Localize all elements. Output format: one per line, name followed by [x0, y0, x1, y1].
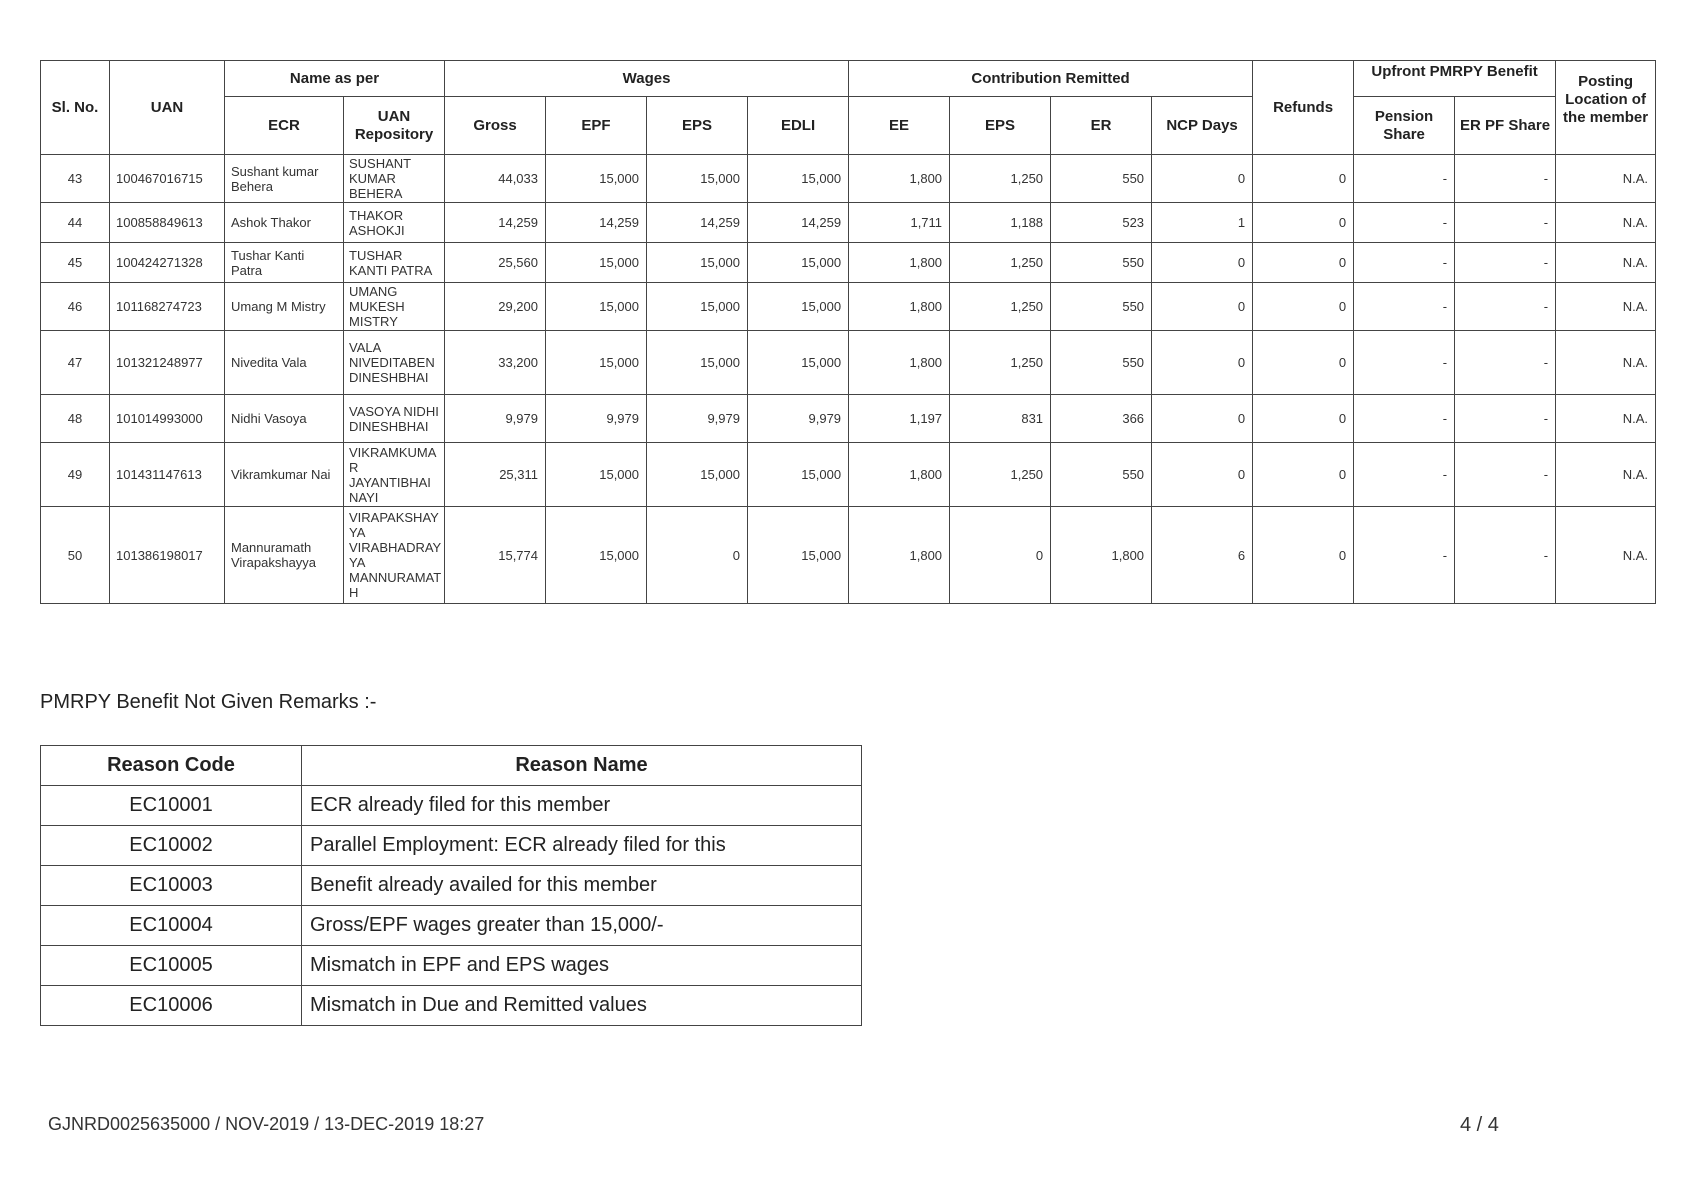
eps-contribution-cell: 831 — [950, 395, 1051, 443]
ncp-days-cell: 0 — [1152, 243, 1253, 283]
ecr-name-cell: Tushar Kanti Patra — [225, 243, 344, 283]
refunds-cell: 0 — [1253, 331, 1354, 395]
header-refunds: Refunds — [1253, 61, 1354, 155]
reason-name-cell: Gross/EPF wages greater than 15,000/- — [302, 906, 862, 946]
eps-wages-cell: 15,000 — [647, 155, 748, 203]
sl-no-cell: 47 — [41, 331, 110, 395]
ncp-days-cell: 0 — [1152, 395, 1253, 443]
posting-location-cell: N.A. — [1556, 243, 1656, 283]
sl-no-cell: 50 — [41, 507, 110, 604]
epf-wages-cell: 15,000 — [546, 507, 647, 604]
refunds-cell: 0 — [1253, 507, 1354, 604]
er-contribution-cell: 550 — [1051, 331, 1152, 395]
refunds-cell: 0 — [1253, 243, 1354, 283]
reason-code-cell: EC10005 — [41, 946, 302, 986]
eps-contribution-cell: 1,250 — [950, 155, 1051, 203]
gross-wages-cell: 14,259 — [445, 203, 546, 243]
edli-wages-cell: 15,000 — [748, 243, 849, 283]
reason-rows — [41, 786, 862, 1026]
pension-share-cell: - — [1354, 155, 1455, 203]
epf-wages-cell: 9,979 — [546, 395, 647, 443]
posting-location-cell: N.A. — [1556, 507, 1656, 604]
eps-contribution-cell: 1,250 — [950, 243, 1051, 283]
er-pf-share-cell: - — [1455, 243, 1556, 283]
edli-wages-cell: 15,000 — [748, 155, 849, 203]
header-uan: UAN — [110, 61, 225, 155]
uan-cell: 101431147613 — [110, 443, 225, 507]
eps-wages-cell: 0 — [647, 507, 748, 604]
er-contribution-cell: 550 — [1051, 155, 1152, 203]
member-contribution-table — [40, 60, 1656, 604]
sl-no-cell: 44 — [41, 203, 110, 243]
header-er: ER — [1051, 97, 1152, 155]
header-reason-name: Reason Name — [302, 746, 862, 786]
pension-share-cell: - — [1354, 443, 1455, 507]
reason-name-cell: ECR already filed for this member — [302, 786, 862, 826]
header-ee: EE — [849, 97, 950, 155]
reason-name-cell: Mismatch in EPF and EPS wages — [302, 946, 862, 986]
pension-share-cell: - — [1354, 283, 1455, 331]
ecr-name-cell: Sushant kumar Behera — [225, 155, 344, 203]
uan-cell: 100858849613 — [110, 203, 225, 243]
ee-contribution-cell: 1,197 — [849, 395, 950, 443]
refunds-cell: 0 — [1253, 443, 1354, 507]
reason-row — [41, 866, 862, 906]
reason-code-cell: EC10002 — [41, 826, 302, 866]
page-number: 4 / 4 — [1460, 1114, 1499, 1136]
posting-location-cell: N.A. — [1556, 155, 1656, 203]
ncp-days-cell: 0 — [1152, 443, 1253, 507]
reason-code-cell: EC10003 — [41, 866, 302, 906]
er-pf-share-cell: - — [1455, 443, 1556, 507]
ecr-name-cell: Mannuramath Virapakshayya — [225, 507, 344, 604]
er-pf-share-cell: - — [1455, 395, 1556, 443]
table-row — [41, 331, 1656, 395]
ncp-days-cell: 0 — [1152, 155, 1253, 203]
sl-no-cell: 46 — [41, 283, 110, 331]
posting-location-cell: N.A. — [1556, 283, 1656, 331]
epf-wages-cell: 15,000 — [546, 331, 647, 395]
uan-cell: 101168274723 — [110, 283, 225, 331]
reason-row — [41, 826, 862, 866]
edli-wages-cell: 15,000 — [748, 283, 849, 331]
header-eps: EPS — [647, 97, 748, 155]
edli-wages-cell: 15,000 — [748, 331, 849, 395]
gross-wages-cell: 25,560 — [445, 243, 546, 283]
eps-contribution-cell: 0 — [950, 507, 1051, 604]
er-pf-share-cell: - — [1455, 507, 1556, 604]
remarks-title: PMRPY Benefit Not Given Remarks :- — [40, 691, 377, 713]
header-er-pf-share: ER PF Share — [1455, 97, 1556, 155]
gross-wages-cell: 33,200 — [445, 331, 546, 395]
eps-contribution-cell: 1,250 — [950, 443, 1051, 507]
header-ecr: ECR — [225, 97, 344, 155]
table-row — [41, 507, 1656, 604]
uan-repository-name-cell: VIKRAMKUMAR JAYANTIBHAI NAYI — [344, 443, 445, 507]
posting-location-cell: N.A. — [1556, 203, 1656, 243]
eps-wages-cell: 15,000 — [647, 443, 748, 507]
uan-repository-name-cell: THAKOR ASHOKJI — [344, 203, 445, 243]
edli-wages-cell: 15,000 — [748, 507, 849, 604]
ncp-days-cell: 0 — [1152, 283, 1253, 331]
header-name-as-per: Name as per — [225, 61, 445, 97]
uan-repository-name-cell: VALA NIVEDITABEN DINESHBHAI — [344, 331, 445, 395]
reason-code-cell: EC10004 — [41, 906, 302, 946]
reason-code-cell: EC10006 — [41, 986, 302, 1026]
uan-repository-name-cell: TUSHAR KANTI PATRA — [344, 243, 445, 283]
sl-no-cell: 43 — [41, 155, 110, 203]
reason-name-cell: Parallel Employment: ECR already filed for this — [302, 826, 862, 866]
edli-wages-cell: 9,979 — [748, 395, 849, 443]
eps-contribution-cell: 1,250 — [950, 283, 1051, 331]
ee-contribution-cell: 1,800 — [849, 243, 950, 283]
er-contribution-cell: 523 — [1051, 203, 1152, 243]
ecr-name-cell: Ashok Thakor — [225, 203, 344, 243]
uan-cell: 101014993000 — [110, 395, 225, 443]
header-upfront-benefit: Upfront PMRPY Benefit — [1354, 61, 1556, 97]
ecr-name-cell: Vikramkumar Nai — [225, 443, 344, 507]
er-contribution-cell: 550 — [1051, 243, 1152, 283]
reason-row — [41, 946, 862, 986]
member-rows — [41, 155, 1656, 604]
er-pf-share-cell: - — [1455, 331, 1556, 395]
ecr-name-cell: Umang M Mistry — [225, 283, 344, 331]
uan-repository-name-cell: VIRAPAKSHAYYA VIRABHADRAYYA MANNURAMATH — [344, 507, 445, 604]
posting-location-cell: N.A. — [1556, 395, 1656, 443]
header-posting-location: Posting Location of the member — [1556, 61, 1656, 155]
refunds-cell: 0 — [1253, 395, 1354, 443]
header-uan-repository: UAN Repository — [344, 97, 445, 155]
epf-wages-cell: 15,000 — [546, 283, 647, 331]
pension-share-cell: - — [1354, 203, 1455, 243]
ecr-name-cell: Nivedita Vala — [225, 331, 344, 395]
header-reason-code: Reason Code — [41, 746, 302, 786]
posting-location-cell: N.A. — [1556, 443, 1656, 507]
epf-wages-cell: 15,000 — [546, 443, 647, 507]
ee-contribution-cell: 1,800 — [849, 507, 950, 604]
gross-wages-cell: 25,311 — [445, 443, 546, 507]
ecr-name-cell: Nidhi Vasoya — [225, 395, 344, 443]
reason-row — [41, 986, 862, 1026]
reason-row — [41, 906, 862, 946]
header-edli: EDLI — [748, 97, 849, 155]
reason-name-cell: Benefit already availed for this member — [302, 866, 862, 906]
pension-share-cell: - — [1354, 507, 1455, 604]
er-contribution-cell: 550 — [1051, 283, 1152, 331]
ncp-days-cell: 1 — [1152, 203, 1253, 243]
epf-wages-cell: 15,000 — [546, 243, 647, 283]
er-contribution-cell: 550 — [1051, 443, 1152, 507]
eps-wages-cell: 15,000 — [647, 283, 748, 331]
header-contribution-remitted: Contribution Remitted — [849, 61, 1253, 97]
ee-contribution-cell: 1,800 — [849, 283, 950, 331]
eps-wages-cell: 15,000 — [647, 331, 748, 395]
ee-contribution-cell: 1,800 — [849, 155, 950, 203]
eps-contribution-cell: 1,188 — [950, 203, 1051, 243]
header-sl-no: Sl. No. — [41, 61, 110, 155]
sl-no-cell: 49 — [41, 443, 110, 507]
ncp-days-cell: 0 — [1152, 331, 1253, 395]
reason-code-table — [40, 745, 862, 1026]
sl-no-cell: 48 — [41, 395, 110, 443]
eps-contribution-cell: 1,250 — [950, 331, 1051, 395]
sl-no-cell: 45 — [41, 243, 110, 283]
refunds-cell: 0 — [1253, 155, 1354, 203]
table-row — [41, 283, 1656, 331]
header-epf: EPF — [546, 97, 647, 155]
ee-contribution-cell: 1,800 — [849, 443, 950, 507]
pension-share-cell: - — [1354, 331, 1455, 395]
uan-repository-name-cell: SUSHANT KUMAR BEHERA — [344, 155, 445, 203]
header-ncp-days: NCP Days — [1152, 97, 1253, 155]
gross-wages-cell: 9,979 — [445, 395, 546, 443]
table-row — [41, 243, 1656, 283]
uan-cell: 101386198017 — [110, 507, 225, 604]
epf-wages-cell: 15,000 — [546, 155, 647, 203]
posting-location-cell: N.A. — [1556, 331, 1656, 395]
eps-wages-cell: 14,259 — [647, 203, 748, 243]
refunds-cell: 0 — [1253, 203, 1354, 243]
er-pf-share-cell: - — [1455, 203, 1556, 243]
table-row — [41, 395, 1656, 443]
er-pf-share-cell: - — [1455, 155, 1556, 203]
uan-repository-name-cell: VASOYA NIDHI DINESHBHAI — [344, 395, 445, 443]
eps-wages-cell: 9,979 — [647, 395, 748, 443]
ee-contribution-cell: 1,711 — [849, 203, 950, 243]
ee-contribution-cell: 1,800 — [849, 331, 950, 395]
reason-row — [41, 786, 862, 826]
uan-cell: 100424271328 — [110, 243, 225, 283]
pension-share-cell: - — [1354, 395, 1455, 443]
header-eps-contribution: EPS — [950, 97, 1051, 155]
edli-wages-cell: 15,000 — [748, 443, 849, 507]
eps-wages-cell: 15,000 — [647, 243, 748, 283]
epf-wages-cell: 14,259 — [546, 203, 647, 243]
er-contribution-cell: 1,800 — [1051, 507, 1152, 604]
reason-name-cell: Mismatch in Due and Remitted values — [302, 986, 862, 1026]
table-row — [41, 155, 1656, 203]
uan-cell: 101321248977 — [110, 331, 225, 395]
header-pension-share: Pension Share — [1354, 97, 1455, 155]
header-gross: Gross — [445, 97, 546, 155]
header-wages: Wages — [445, 61, 849, 97]
gross-wages-cell: 29,200 — [445, 283, 546, 331]
gross-wages-cell: 44,033 — [445, 155, 546, 203]
ncp-days-cell: 6 — [1152, 507, 1253, 604]
gross-wages-cell: 15,774 — [445, 507, 546, 604]
uan-cell: 100467016715 — [110, 155, 225, 203]
pension-share-cell: - — [1354, 243, 1455, 283]
uan-repository-name-cell: UMANG MUKESH MISTRY — [344, 283, 445, 331]
table-row — [41, 203, 1656, 243]
table-row — [41, 443, 1656, 507]
refunds-cell: 0 — [1253, 283, 1354, 331]
edli-wages-cell: 14,259 — [748, 203, 849, 243]
er-contribution-cell: 366 — [1051, 395, 1152, 443]
footer-reference: GJNRD0025635000 / NOV-2019 / 13-DEC-2019 18:27 — [48, 1114, 485, 1134]
reason-code-cell: EC10001 — [41, 786, 302, 826]
er-pf-share-cell: - — [1455, 283, 1556, 331]
